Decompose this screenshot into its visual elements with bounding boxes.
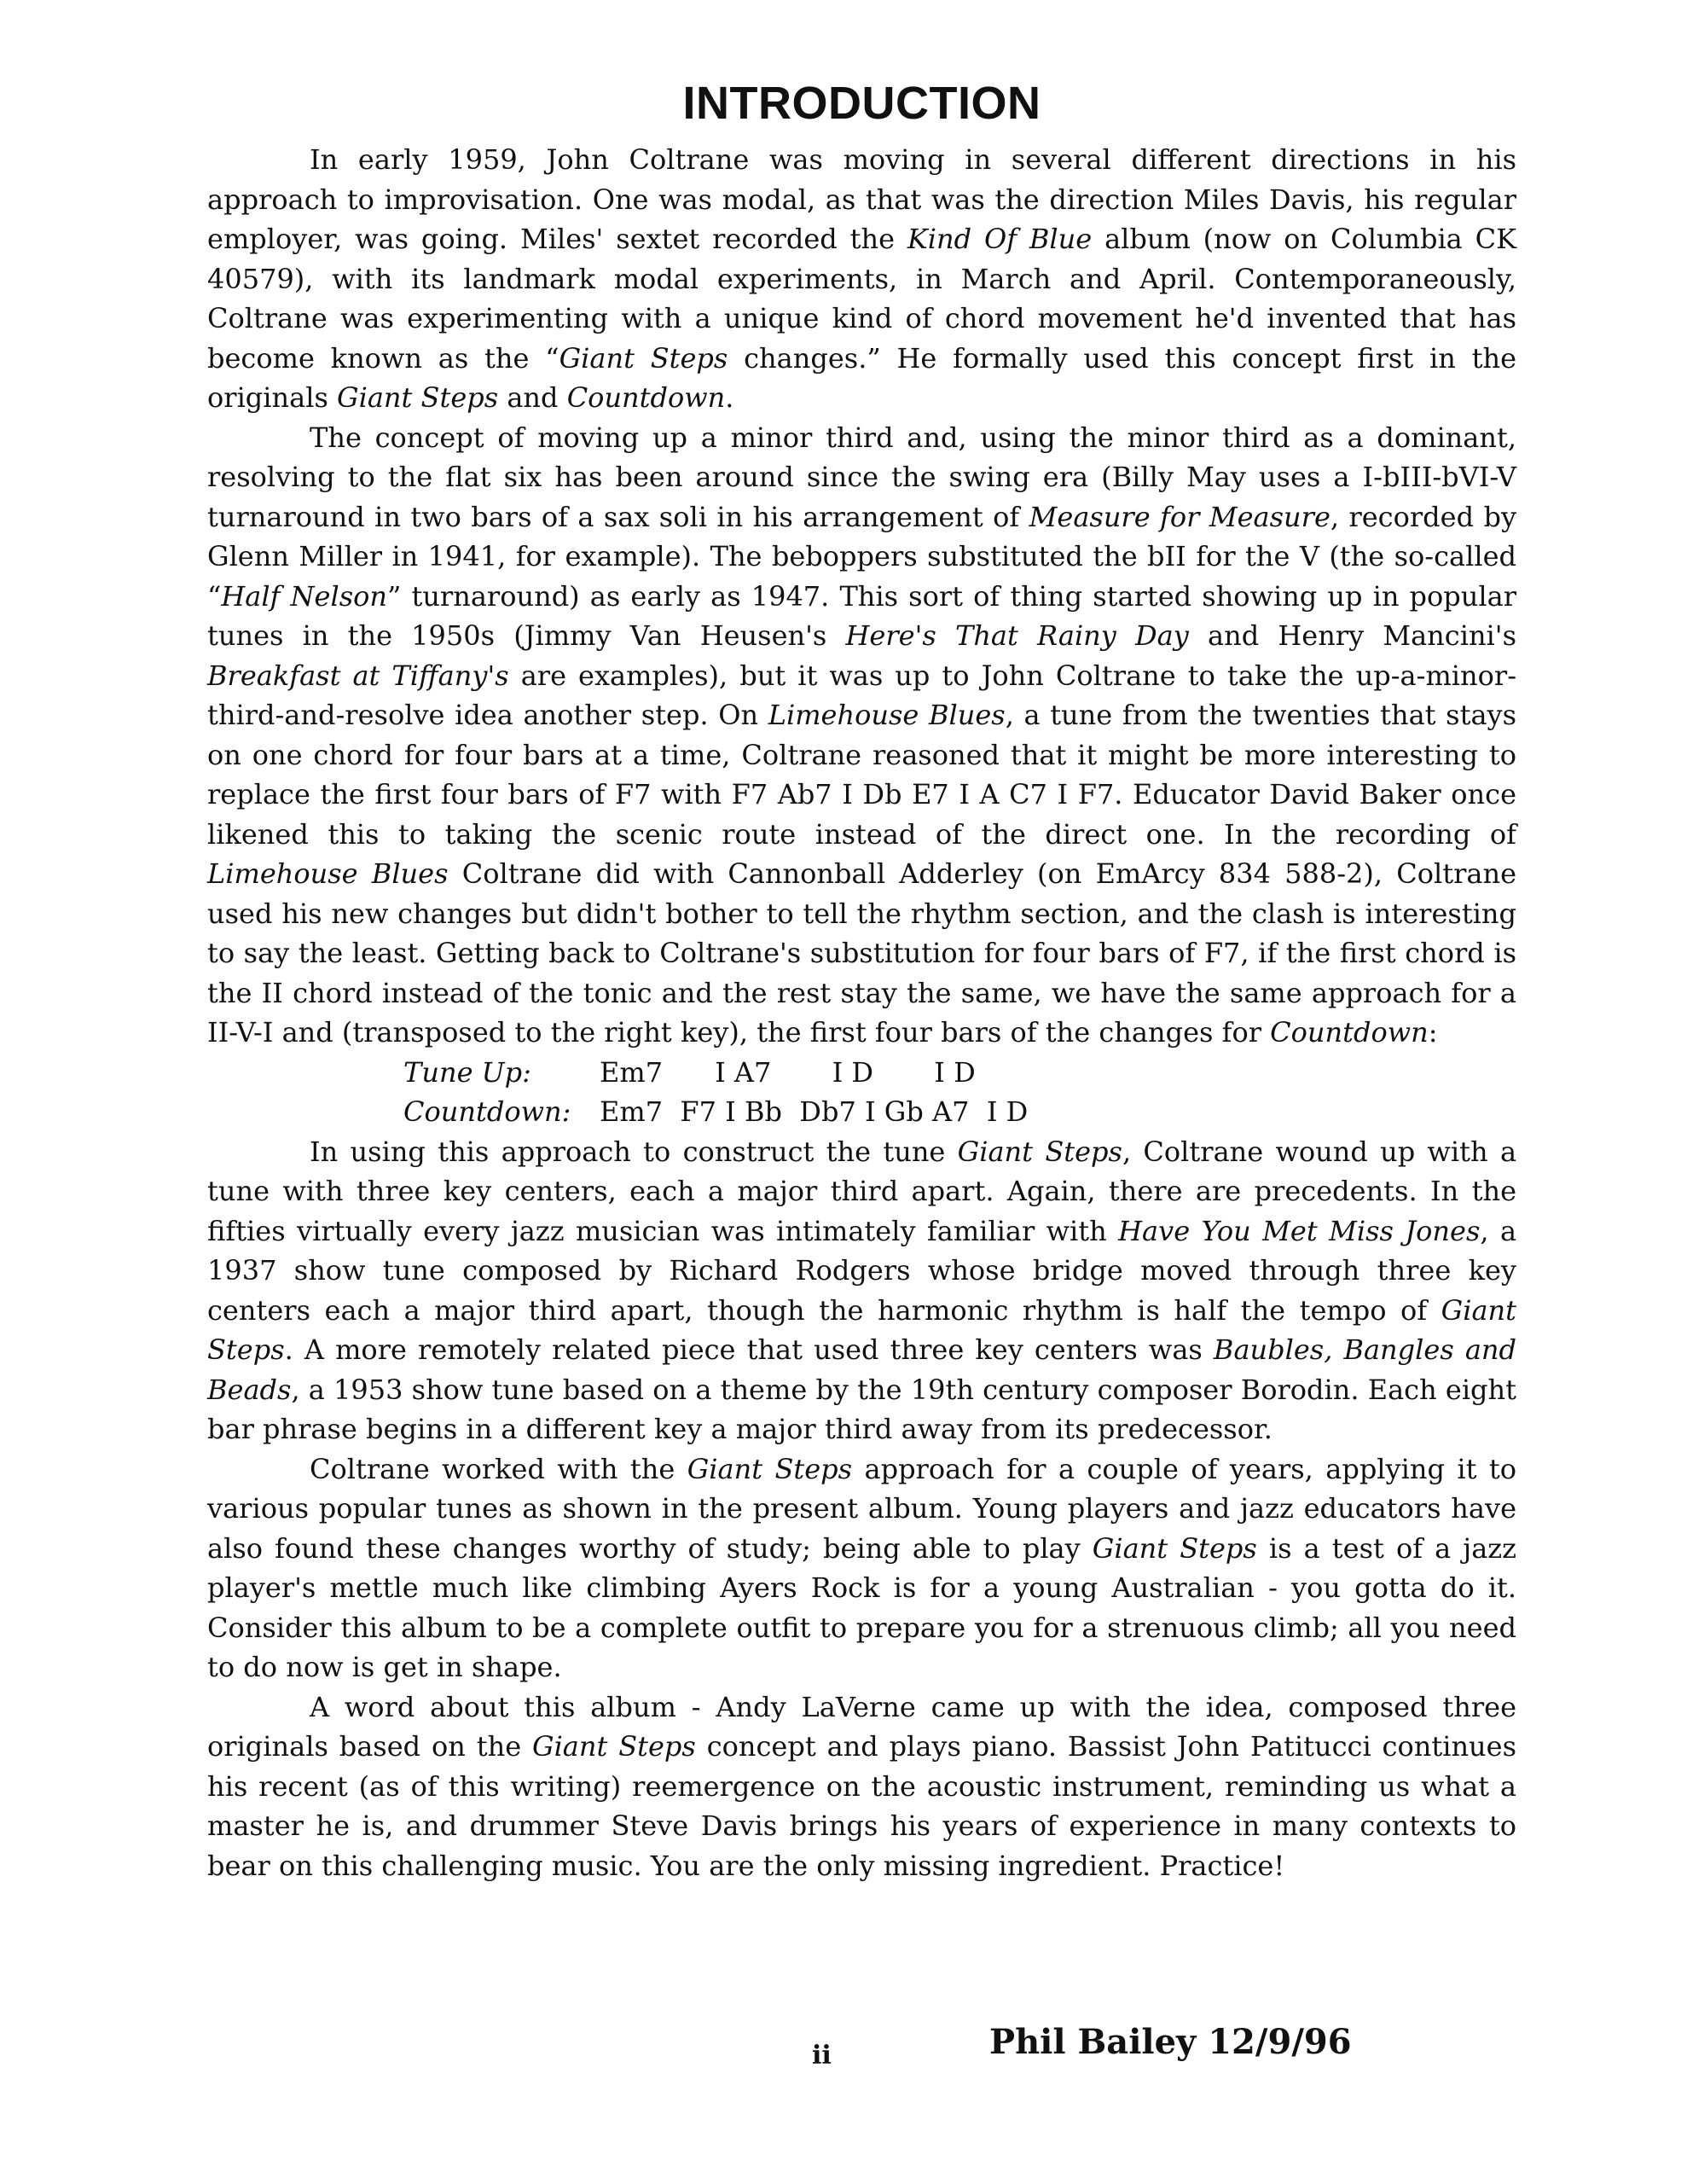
chord-changes-row: [403, 1092, 1516, 1132]
paragraph: A word about this album - Andy LaVerne came up with the idea, composed three originals based on the Giant Steps concept and plays piano. Bassist John Patitucci continues his recent (as of this writing) reemergence on the acoustic instrument, reminding us what a master he is, and drummer Steve Davis brings his years of experience in many contexts to bear on this challenging music. You are the only missing ingredient. Practice!: [207, 1690, 1517, 1882]
chord-sequence: Em7 F7 I Bb Db7 I Gb A7 I D: [600, 1095, 1029, 1128]
italic-title: Countdown: [1270, 1016, 1429, 1048]
italic-title: Half Nelson: [221, 579, 387, 613]
paragraph: The concept of moving up a minor third and, using the minor third as a dominant, resolving to the flat six has been around since the swing era (Billy May uses a I-bIII-bVI-V turnaround in two bars of a sax soli in his arrangement of Measure for Measure, recorded by Glenn Miller in 1941, for example). The beboppers substituted the bII for the V (the so-called “Half Nelson” turnaround) as early as 1947. This sort of thing started showing up in popular tunes in the 1950s (Jimmy Van Heusen's Here's That Rainy Day and Henry Mancini's Breakfast at Tiffany's are examples), but it was up to John Coltrane to take the up-a-minor-third-and-resolve idea another step. On Limehouse Blues, a tune from the twenties that stays on one chord for four bars at a time, Coltrane reasoned that it might be more interesting to replace the first four bars of F7 with F7 Ab7 I Db E7 I A C7 I F7. Educator David Baker once likened this to taking the scenic route instead of the direct one. In the recording of Limehouse Blues Coltrane did with Cannonball Adderley (on EmArcy 834 588-2), Coltrane used his new changes but didn't bother to tell the rhythm section, and the clash is interesting to say the least. Getting back to Coltrane's substitution for four bars of F7, if the first chord is the II chord instead of the tonic and the rest stay the same, we have the same approach for a II-V-I and (transposed to the right key), the first four bars of the changes for Countdown:: [207, 421, 1517, 1048]
page-number: ii: [812, 2041, 832, 2071]
italic-title: Giant Steps: [687, 1452, 853, 1485]
italic-title: Giant Steps: [207, 1293, 1516, 1366]
paragraph: In early 1959, John Coltrane was moving in several different directions in his approach to improvisation. One was modal, as that was the direction Miles Davis, his regular employer, was going. Miles' sextet recorded the Kind Of Blue album (now on Columbia CK 40579), with its landmark modal experiments, in March and April. Contemporaneously, Coltrane was experimenting with a unique kind of chord movement he'd invented that has become known as the “Giant Steps changes.” He formally used this concept first in the originals Giant Steps and Countdown.: [207, 143, 1517, 414]
author-signature-line: Phil Bailey 12/9/96: [989, 2022, 1352, 2062]
chord-changes-row: [403, 1053, 1516, 1093]
italic-title: Giant Steps: [559, 341, 728, 375]
italic-title: Breakfast at Tiffany's: [207, 659, 509, 692]
page-title: INTRODUCTION: [682, 78, 1041, 129]
document-body: [207, 140, 1516, 1885]
italic-title: Here's That Rainy Day: [845, 619, 1189, 652]
chord-changes-table: [207, 1053, 1516, 1132]
italic-title: Limehouse Blues: [207, 857, 449, 890]
tune-name: Tune Up:: [403, 1055, 531, 1089]
italic-title: Giant Steps: [337, 381, 499, 414]
italic-title: Giant Steps: [957, 1135, 1122, 1168]
italic-title: Giant Steps: [1092, 1531, 1257, 1565]
italic-title: Have You Met Miss Jones: [1118, 1214, 1481, 1247]
paragraph: In using this approach to construct the tune Giant Steps, Coltrane wound up with a tune with three key centers, each a major third apart. Again, there are precedents. In the fifties virtually every jazz musician was intimately familiar with Have You Met Miss Jones, a 1937 show tune composed by Richard Rodgers whose bridge moved through three key centers each a major third apart, though the harmonic rhythm is half the tempo of Giant Steps. A more remotely related piece that used three key centers was Baubles, Bangles and Beads, a 1953 show tune based on a theme by the 19th century composer Borodin. Each eight bar phrase begins in a different key a major third away from its predecessor.: [207, 1135, 1517, 1445]
italic-title: Measure for Measure: [1029, 500, 1330, 533]
page-footer: [0, 2022, 1687, 2090]
italic-title: Baubles, Bangles and Beads: [207, 1333, 1517, 1406]
italic-title: Limehouse Blues: [768, 699, 1006, 731]
chord-sequence: Em7 I A7 I D I D: [600, 1055, 976, 1089]
paragraph: Coltrane worked with the Giant Steps approach for a couple of years, applying it to various popular tunes as shown in the present album. Young players and jazz educators have also found these changes worthy of study; being able to play Giant Steps is a test of a jazz player's mettle much like climbing Ayers Rock is for a young Australian - you gotta do it. Consider this album to be a complete outfit to prepare you for a strenuous climb; all you need to do now is get in shape.: [207, 1452, 1517, 1683]
tune-name: Countdown:: [403, 1095, 571, 1128]
italic-title: Kind Of Blue: [907, 223, 1093, 255]
italic-title: Countdown: [566, 381, 726, 414]
italic-title: Giant Steps: [532, 1730, 696, 1763]
